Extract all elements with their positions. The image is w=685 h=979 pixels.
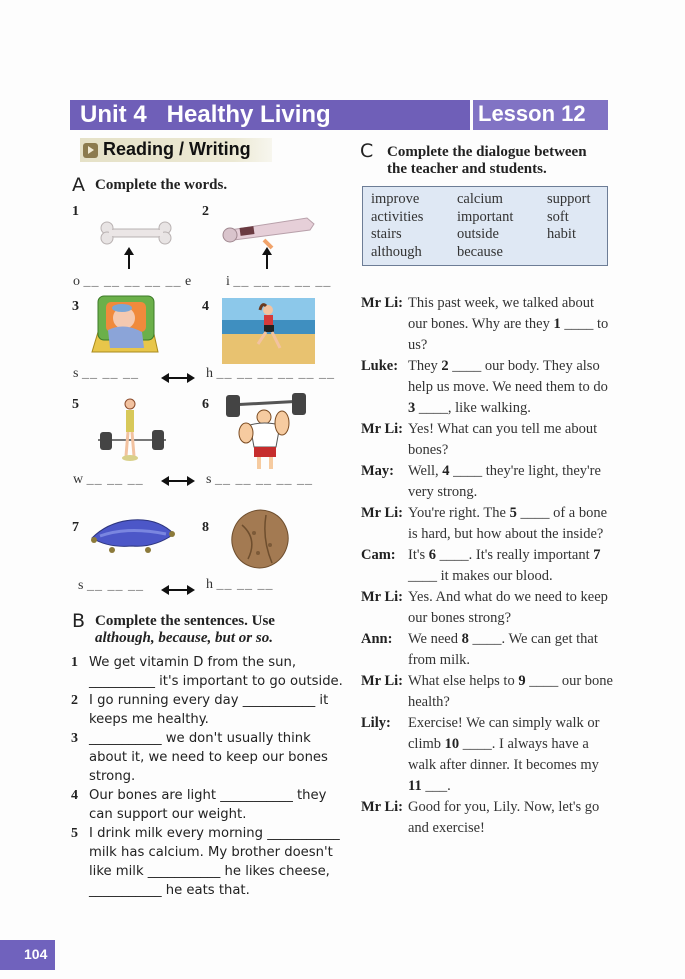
cushion-icon xyxy=(88,512,178,556)
word-blanks: __ __ __ xyxy=(86,578,144,593)
bone-icon xyxy=(98,220,174,246)
word-blank-2 xyxy=(226,274,331,290)
item-number: 2 xyxy=(202,204,209,219)
speaker-name: Lily: xyxy=(361,715,391,731)
sentence-text: I go running every day ___________ it keeps me healthy. xyxy=(89,693,329,727)
speaker-name: Mr Li: xyxy=(361,799,404,815)
dialogue-line xyxy=(361,797,616,839)
blank-number: 11 xyxy=(408,778,422,794)
section-b-title-line1: Complete the sentences. Use xyxy=(95,613,275,629)
word-blank-5 xyxy=(73,472,144,488)
dialogue-line xyxy=(361,419,616,461)
section-a-title: Complete the words. xyxy=(95,177,228,193)
speaker-name: Mr Li: xyxy=(361,295,404,311)
word-prefix: o xyxy=(73,274,80,289)
item-number: 5 xyxy=(72,397,79,412)
speaker-name: Mr Li: xyxy=(361,589,404,605)
word-blanks: __ __ __ __ __ __ xyxy=(216,366,335,381)
blank-number: 10 xyxy=(444,736,460,752)
play-icon xyxy=(83,143,98,158)
blank-number: 7 xyxy=(593,547,601,563)
speaker-name: May: xyxy=(361,463,395,479)
word-blank-3 xyxy=(73,366,139,382)
blank-number: 9 xyxy=(518,673,526,689)
dialogue-text: It's 6 ____. It's really important 7 ____ it makes our blood. xyxy=(408,547,601,584)
dialogue-text: Exercise! We can simply walk or climb 10 ____. I always have a walk after dinner. It becomes my 11 ___. xyxy=(408,715,600,794)
blank-number: 5 xyxy=(509,505,517,521)
sentence-item xyxy=(71,786,346,824)
item-number: 4 xyxy=(202,299,209,314)
sentence-number: 2 xyxy=(71,693,78,708)
dialogue-line xyxy=(361,629,616,671)
section-c-title-line1: Complete the dialogue between xyxy=(387,144,587,160)
word-bank-item: activities xyxy=(371,208,424,225)
word-blanks: __ __ __ xyxy=(216,577,274,592)
blank-number: 8 xyxy=(461,631,469,647)
blank-number: 2 xyxy=(441,358,449,374)
word-bank-item: habit xyxy=(547,226,576,242)
dialogue-text: Yes. And what do we need to keep our bones strong? xyxy=(408,589,608,626)
dialogue-text: What else helps to 9 ____ our bone health? xyxy=(408,673,613,710)
section-b-letter: B xyxy=(72,610,86,632)
word-prefix: h xyxy=(206,577,213,592)
sentence-item xyxy=(71,691,346,729)
dialogue-line xyxy=(361,587,616,629)
sentence-number: 1 xyxy=(71,655,78,670)
word-bank-item: although xyxy=(371,243,422,260)
section-c-title-line2: the teacher and students. xyxy=(387,161,547,177)
unit-title: Unit 4 Healthy Living xyxy=(80,101,331,128)
dialogue-text: Well, 4 ____ they're light, they're very strong. xyxy=(408,463,601,500)
item-number: 1 xyxy=(72,204,79,219)
word-prefix: s xyxy=(206,472,212,487)
sick-child-icon xyxy=(88,292,160,364)
speaker-name: Luke: xyxy=(361,358,399,374)
sentence-item xyxy=(71,653,346,691)
blank-number: 6 xyxy=(428,547,436,563)
word-prefix: h xyxy=(206,366,213,381)
sentence-number: 5 xyxy=(71,826,78,841)
word-suffix: e xyxy=(185,274,192,289)
dialogue-line xyxy=(361,503,616,545)
item-number: 8 xyxy=(202,520,209,535)
word-bank-item: stairs xyxy=(371,226,402,242)
strong-weightlifter-icon xyxy=(224,393,310,473)
sentence-number: 4 xyxy=(71,788,78,803)
sentence-number: 3 xyxy=(71,731,78,746)
opposite-arrow-icon xyxy=(163,589,193,591)
opposite-arrow-icon xyxy=(163,480,193,482)
walnut-icon xyxy=(228,505,294,571)
dialogue-line xyxy=(361,461,616,503)
sentence-item xyxy=(71,729,346,786)
dialogue-line xyxy=(361,356,616,419)
dialogue-text: You're right. The 5 ____ of a bone is hard, but how about the inside? xyxy=(408,505,608,542)
dialogue-line xyxy=(361,293,616,356)
item-number: 3 xyxy=(72,299,79,314)
dialogue-text: We need 8 ____. We can get that from milk. xyxy=(408,631,598,668)
arrow-up-icon xyxy=(128,253,130,269)
section-b-title-line2: although, because, but or so. xyxy=(95,630,273,646)
dialogue-line xyxy=(361,545,616,587)
blank-number: 3 xyxy=(408,400,416,416)
sentence-item xyxy=(71,824,346,900)
word-bank-item: improve xyxy=(371,191,420,207)
word-prefix: s xyxy=(78,578,84,593)
word-blanks: __ __ __ __ __ xyxy=(214,472,313,487)
word-bank-item: outside xyxy=(457,226,499,242)
dialogue-line xyxy=(361,671,616,713)
section-a-letter: A xyxy=(72,174,85,196)
sentence-text: We get vitamin D from the sun, __________ it's important to go outside. xyxy=(89,655,343,689)
word-blanks: __ __ __ __ __ xyxy=(83,274,182,289)
blank-number: 1 xyxy=(553,316,561,332)
word-prefix: s xyxy=(73,366,79,381)
word-bank xyxy=(362,186,608,266)
blank-number: 4 xyxy=(442,463,450,479)
lesson-title: Lesson 12 xyxy=(478,101,586,126)
section-b-sentences xyxy=(71,653,346,900)
word-blank-4 xyxy=(206,366,335,382)
arrow-up-icon xyxy=(266,253,268,269)
dialogue-text: Yes! What can you tell me about bones? xyxy=(408,421,598,458)
word-blank-1 xyxy=(73,274,191,290)
word-bank-item: calcium xyxy=(457,191,503,207)
dialogue-text: This past week, we talked about our bones. Why are they 1 ____ to us? xyxy=(408,295,609,353)
word-prefix: i xyxy=(226,274,230,289)
word-blanks: __ __ __ xyxy=(81,366,139,381)
dialogue-line xyxy=(361,713,616,797)
item-number: 6 xyxy=(202,397,209,412)
word-bank-item: support xyxy=(547,191,591,207)
word-blank-7 xyxy=(78,578,144,594)
sentence-text: Our bones are light ___________ they can support our weight. xyxy=(89,788,327,822)
skill-banner-label: Reading / Writing xyxy=(103,139,251,159)
word-blank-8 xyxy=(206,577,274,593)
word-bank-item: important xyxy=(457,208,514,225)
runner-on-beach-icon xyxy=(222,298,315,364)
speaker-name: Cam: xyxy=(361,547,396,563)
opposite-arrow-icon xyxy=(163,377,193,379)
sentence-text: ___________ we don't usually think about it, we need to keep our bones strong. xyxy=(89,731,328,784)
item-number: 7 xyxy=(72,520,79,535)
broken-bone-icon xyxy=(222,210,318,250)
sentence-text: I drink milk every morning ___________ milk has calcium. My brother doesn't like milk ___________ he likes cheese, ___________ he eats that. xyxy=(89,826,340,898)
speaker-name: Mr Li: xyxy=(361,421,404,437)
word-blank-6 xyxy=(206,472,313,488)
word-bank-item: because xyxy=(457,243,503,260)
dialogue-text: They 2 ____ our body. They also help us move. We need them to do 3 ____, like walking. xyxy=(408,358,608,416)
dialogue xyxy=(361,293,616,839)
dialogue-text: Good for you, Lily. Now, let's go and exercise! xyxy=(408,799,600,836)
word-blanks: __ __ __ xyxy=(86,472,144,487)
word-bank-item: soft xyxy=(547,208,569,225)
section-c-letter: C xyxy=(360,140,374,162)
word-blanks: __ __ __ __ __ xyxy=(233,274,332,289)
speaker-name: Ann: xyxy=(361,631,393,647)
weak-weightlifter-icon xyxy=(92,398,172,464)
speaker-name: Mr Li: xyxy=(361,673,404,689)
speaker-name: Mr Li: xyxy=(361,505,404,521)
word-prefix: w xyxy=(73,472,84,487)
page-number: 104 xyxy=(24,946,48,962)
